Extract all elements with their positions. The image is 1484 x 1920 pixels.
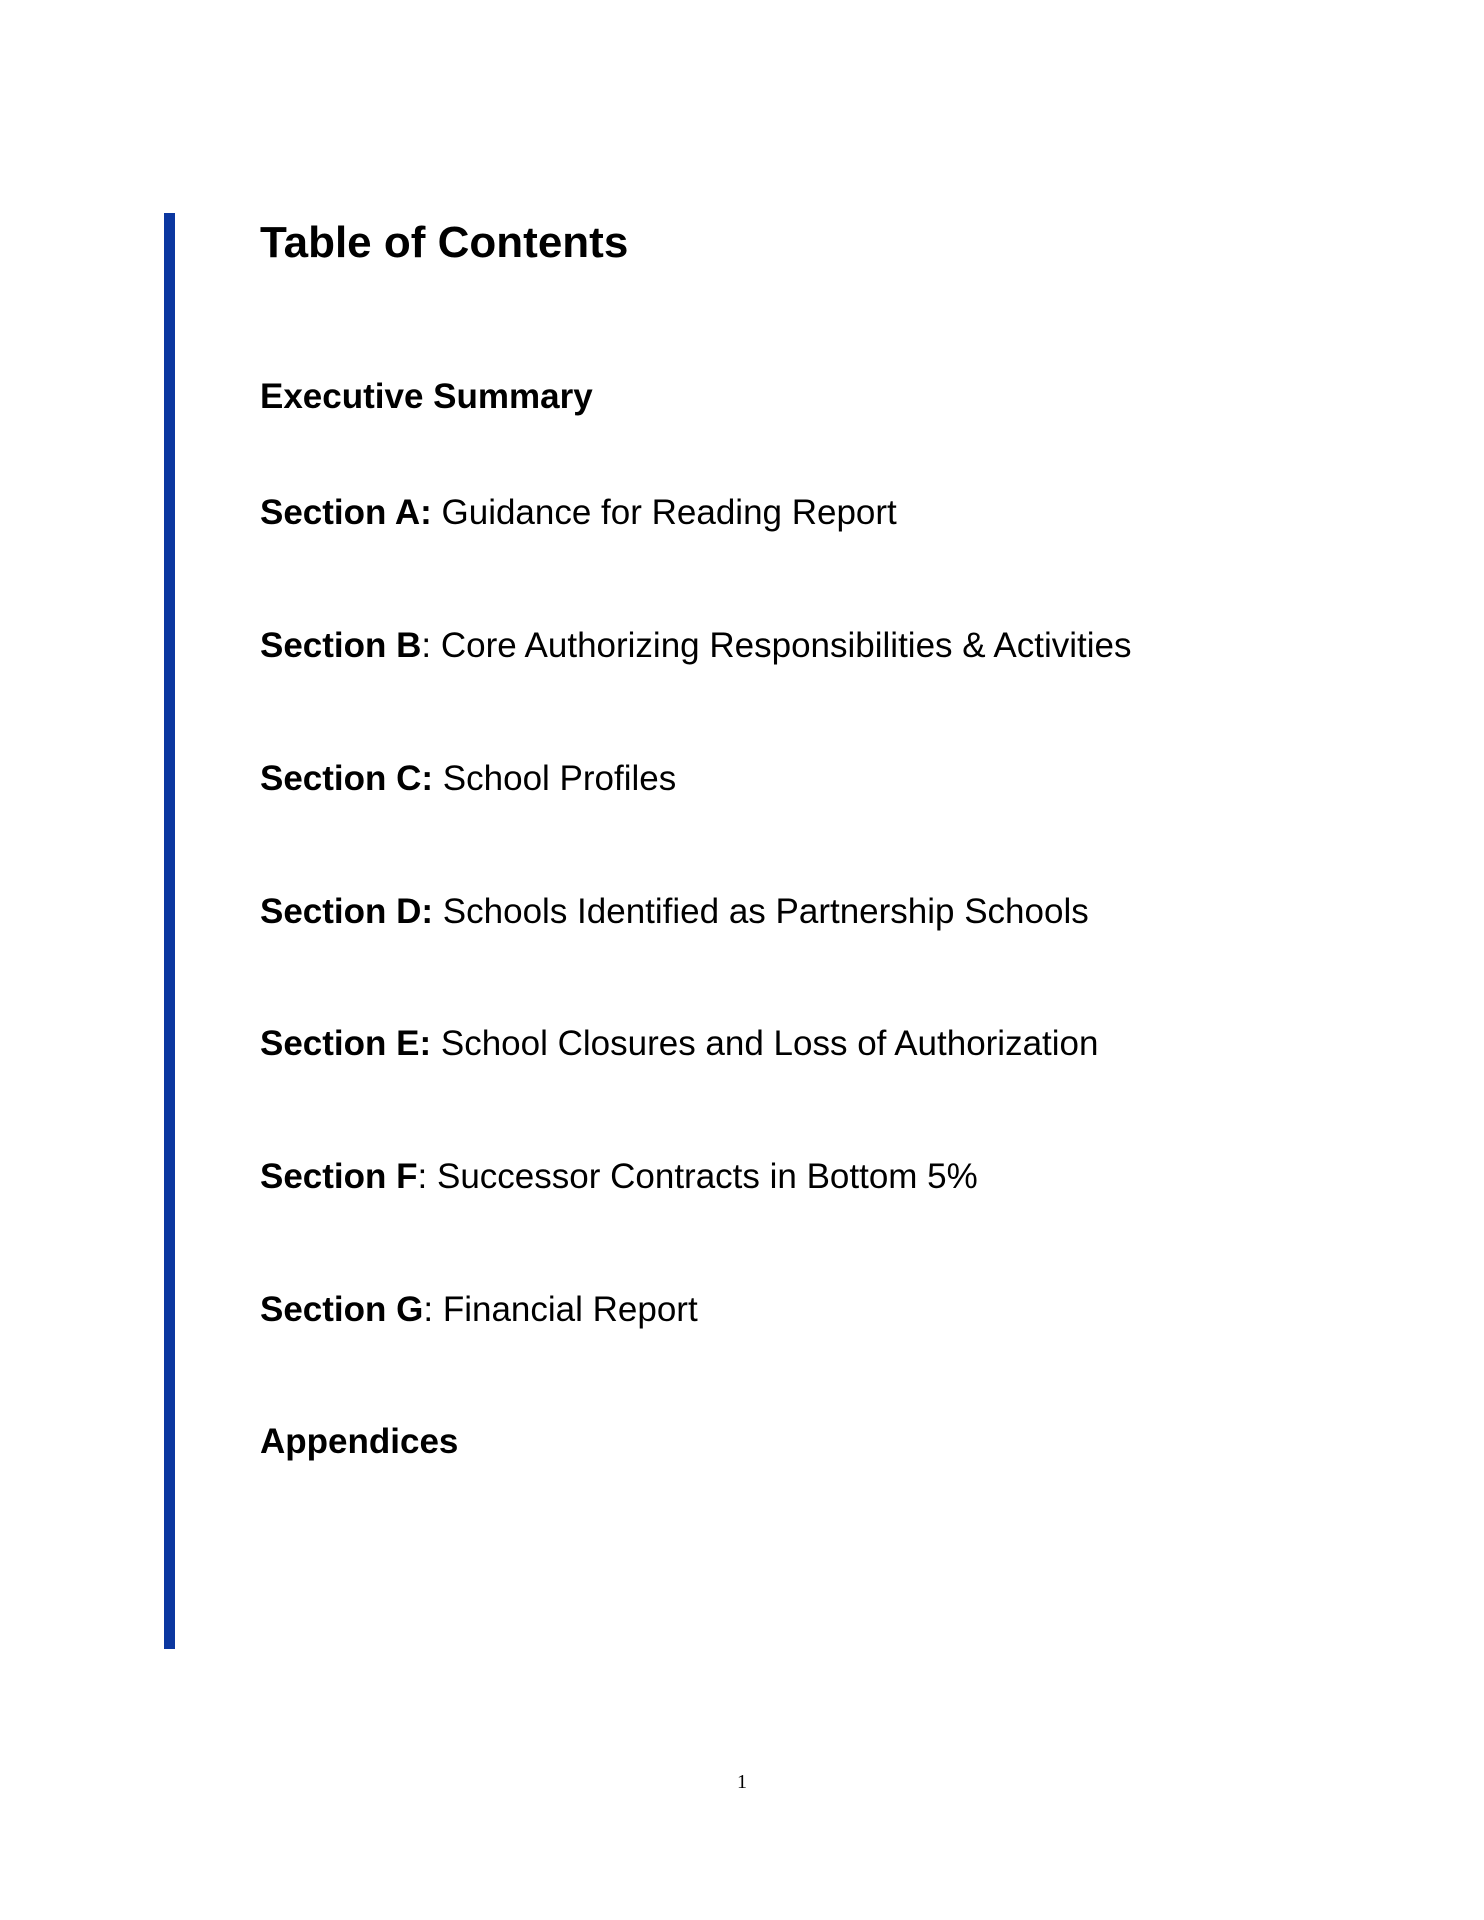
toc-entry-label: Section F bbox=[260, 1157, 418, 1196]
toc-entry-executive-summary bbox=[260, 375, 593, 419]
toc-entry-label: Executive Summary bbox=[260, 377, 593, 416]
toc-entry-separator: : bbox=[417, 1157, 428, 1196]
toc-entry-label: Section A: bbox=[260, 493, 432, 532]
toc-entry-separator: : bbox=[423, 1290, 434, 1329]
toc-entry-label: Section D: bbox=[260, 892, 434, 931]
toc-entry-title: Guidance for Reading Report bbox=[431, 493, 897, 532]
toc-entry-title: Successor Contracts in Bottom 5% bbox=[427, 1157, 978, 1196]
toc-entry-title: Schools Identified as Partnership Schools bbox=[433, 892, 1089, 931]
toc-entry-section-d bbox=[260, 890, 1089, 934]
toc-entry-section-c bbox=[260, 757, 676, 801]
toc-entry-label: Section G bbox=[260, 1290, 424, 1329]
toc-title: Table of Contents bbox=[260, 218, 629, 267]
toc-entry-title: Financial Report bbox=[433, 1290, 698, 1329]
toc-entry-label: Section B bbox=[260, 626, 422, 665]
toc-entry-section-e bbox=[260, 1022, 1098, 1066]
page-number: 1 bbox=[737, 1771, 747, 1793]
toc-entry-label: Section C: bbox=[260, 759, 434, 798]
toc-entry-title: School Closures and Loss of Authorization bbox=[431, 1024, 1099, 1063]
toc-entry-label: Section E: bbox=[260, 1024, 432, 1063]
toc-entry-section-b bbox=[260, 624, 1131, 668]
accent-bar bbox=[164, 213, 175, 1649]
toc-entry-title: School Profiles bbox=[433, 759, 677, 798]
toc-entry-separator: : bbox=[421, 626, 432, 665]
toc-entry-title: Core Authorizing Responsibilities & Activities bbox=[431, 626, 1132, 665]
toc-entry-section-f bbox=[260, 1155, 978, 1199]
toc-entry-section-a bbox=[260, 491, 897, 535]
toc-entry-label: Appendices bbox=[260, 1422, 459, 1461]
toc-entry-appendices bbox=[260, 1420, 458, 1464]
toc-entry-section-g bbox=[260, 1288, 698, 1332]
